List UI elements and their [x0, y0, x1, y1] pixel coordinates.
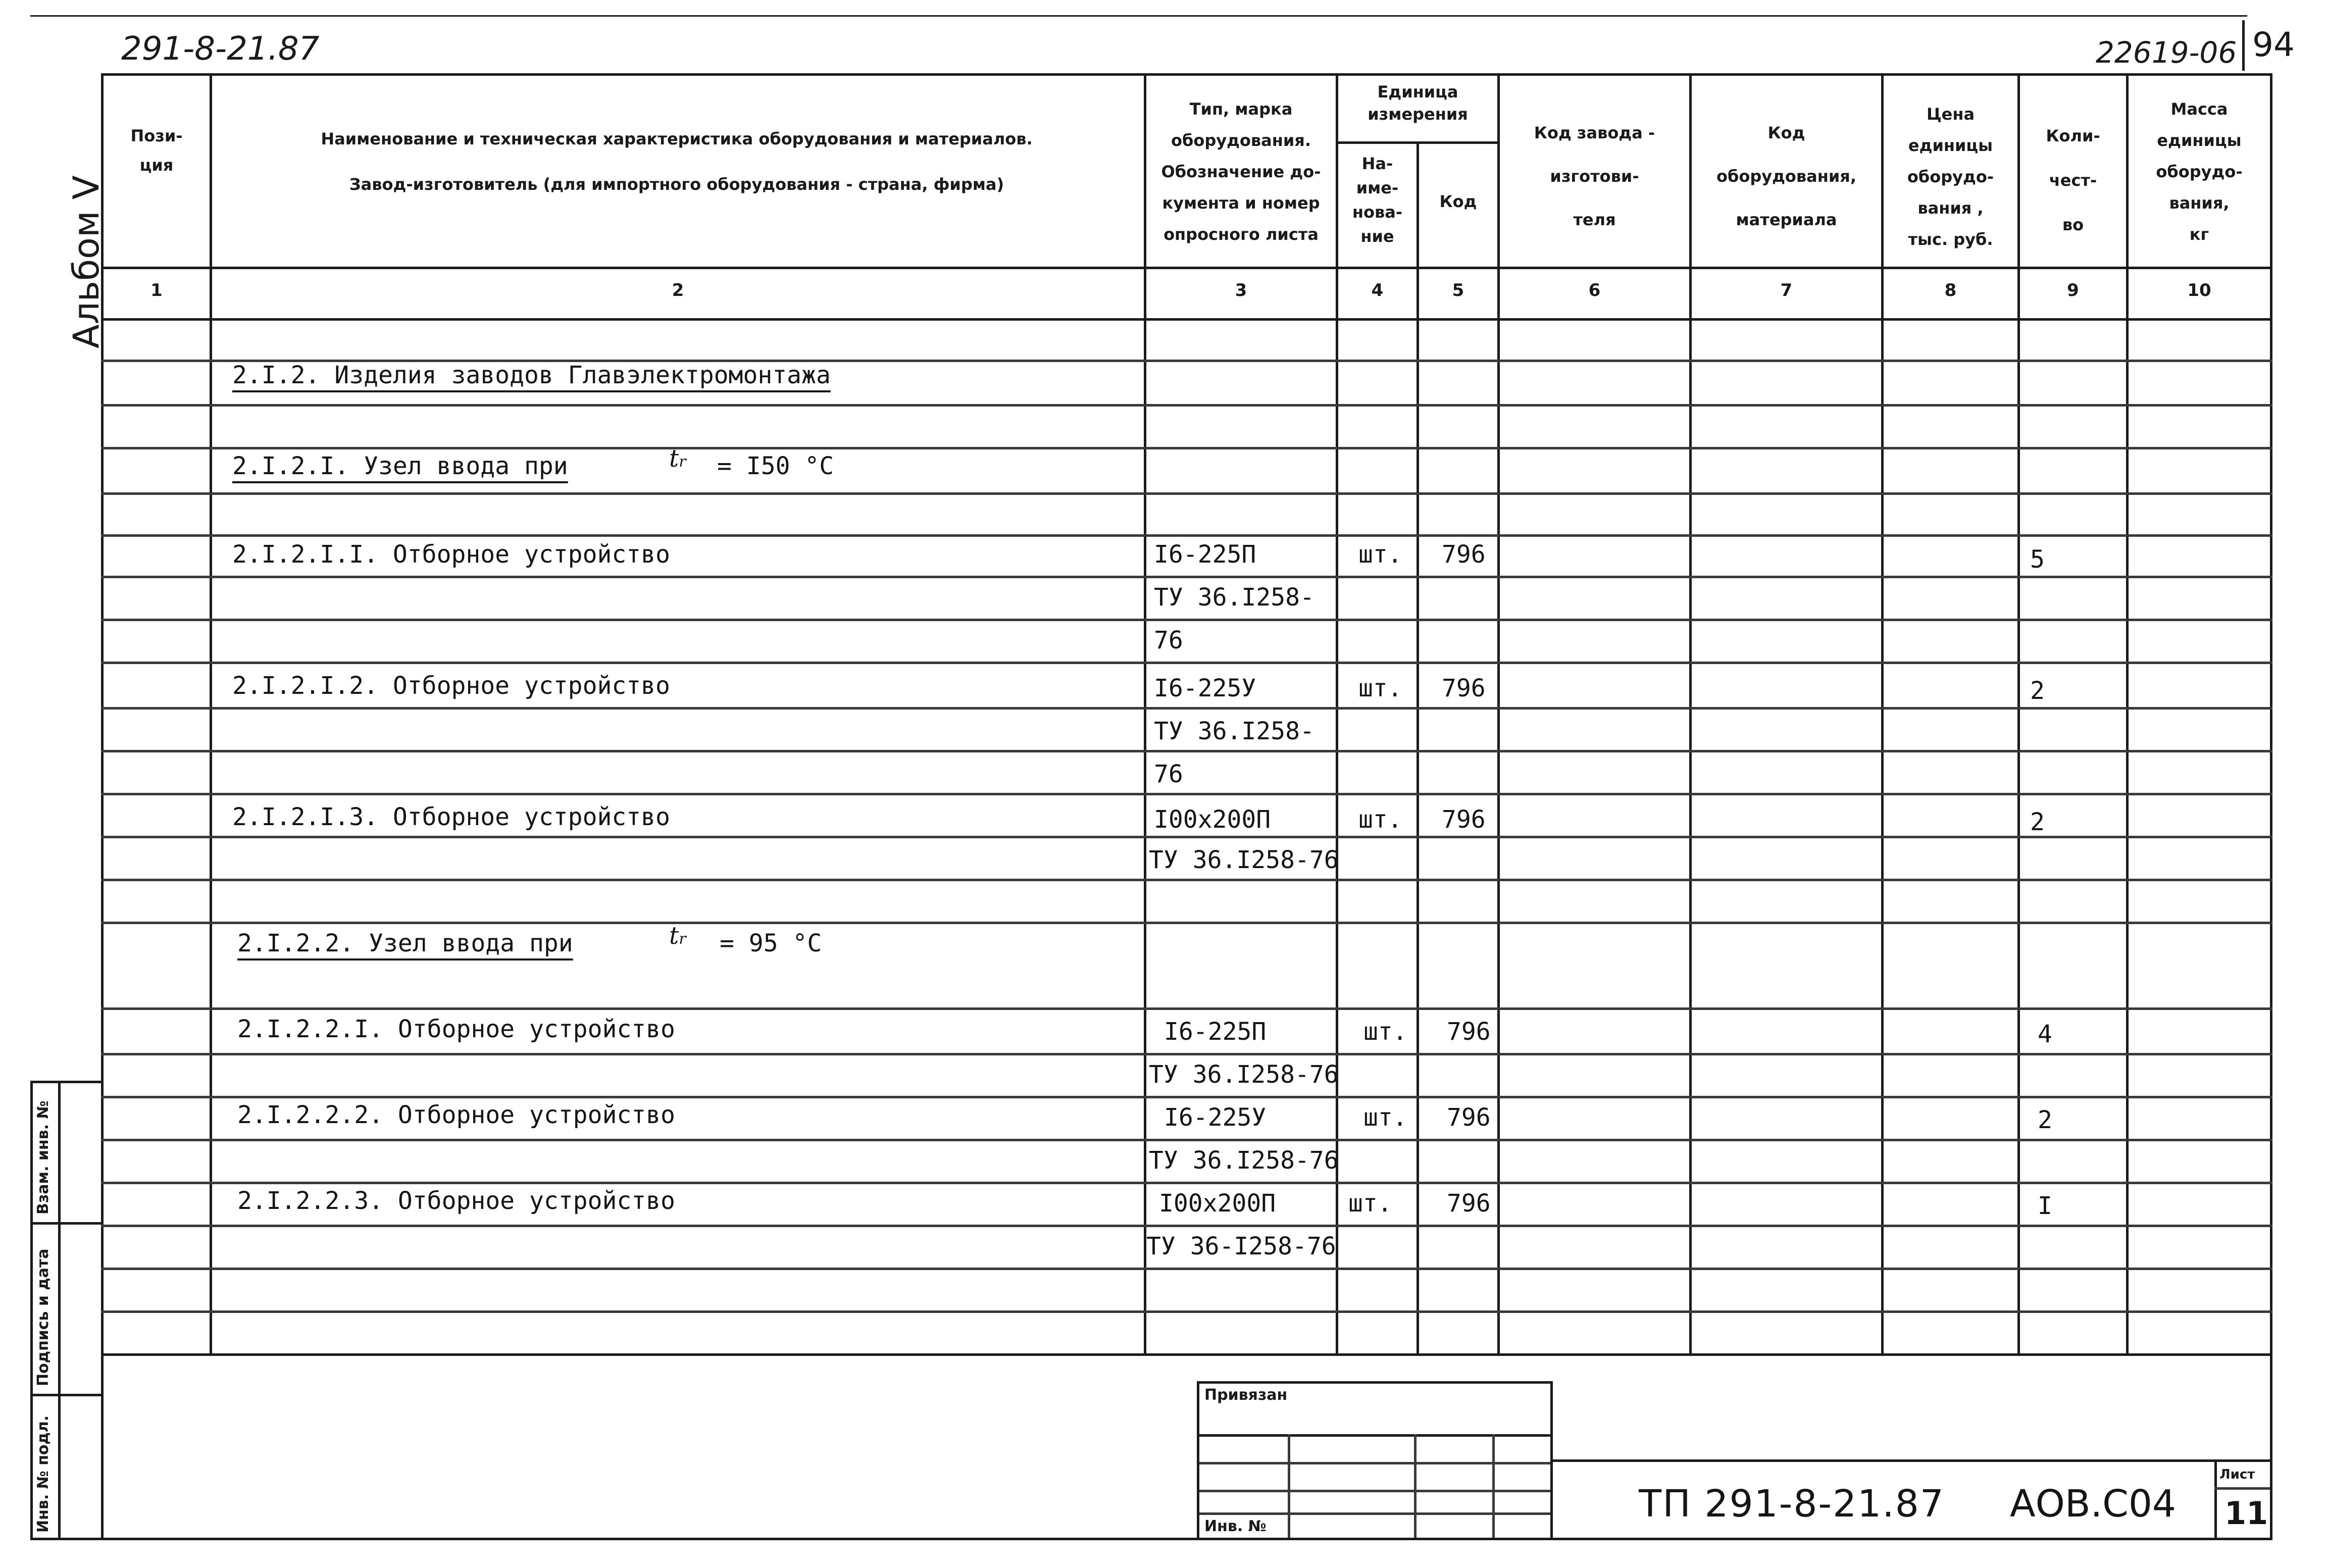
- item-name: 2.I.2.I.I. Отборное устройство: [232, 540, 670, 569]
- item-type-doc: ТУ 36-I258-76: [1146, 1232, 1336, 1260]
- item-code: 796: [1442, 805, 1486, 834]
- header-unit-name: На- име- нова- ние: [1352, 154, 1403, 246]
- inventory-original-label: Инв. № подл.: [34, 1415, 52, 1533]
- item-type-doc: ТУ 36.I258-: [1154, 717, 1314, 745]
- item-type-doc: 76: [1154, 760, 1183, 788]
- drawing-sheet: 291-8-21.87 22619-06 94 Альбом V Пози- ция Наименование и техническая характеристика оборудования и материалов. Завод-изготовитель (для импортного оборудования - страна, фирма) Тип, марка оборудования. Обозначение до- кумента и номер опросного листа Единица измерения На- име- нова- ние Код Код завода - изготови- теля Код оборудования, материала Цена единицы оборудо- вания , тыс. руб. Коли- чест- во Масса единицы оборудо- вания, кг 1 2 3 4 5 6 7 8 9 10 2.I.2. Изделия заводов Главэлектромонтажа 2.I.2.I. Узел ввода при tr = I50 °C 2.I.2.I.I. Отборное устройство I6-225П шт. 796 5 ТУ 36.I258- 76 2.I.2.I.2. Отборное устройство I6-225У шт. 796 2 ТУ 36.I258- 76 2.I.2.I.3. Отборное устройство I00x200П шт. 796 2 ТУ 36.I258-76 2.I.2.2. Узел ввода при tr = 95 °C 2.I.2.2.I. Отборное устройство I6-225П шт. 796 4 ТУ 36.I258-76 2.I.2.2.2. Отборное устройство I6-225У шт. 796 2 ТУ 36.I258-76 2.I.2.2.3. Отборное устройство I00x200П шт. 796 I ТУ 36-I258-76 Привязан Инв. № ТП 291-8-21.87 АОВ.С04 Лист 11 Инв. № подл. Подпись и дата Взам. инв. №: [0, 0, 2326, 1568]
- column-number: 9: [2067, 280, 2079, 300]
- item-unit: шт.: [1348, 1189, 1392, 1218]
- item-name: 2.I.2.2.2. Отборное устройство: [237, 1101, 675, 1129]
- header-position: Пози- ция: [130, 126, 183, 175]
- item-code: 796: [1442, 540, 1486, 569]
- header-equipment-code: Код оборудования, материала: [1716, 123, 1856, 229]
- item-type-doc: ТУ 36.I258-76: [1149, 1060, 1339, 1089]
- temperature-symbol: tr: [669, 444, 686, 473]
- doc-number-handwritten: 291-8-21.87: [121, 30, 320, 68]
- item-name: 2.I.2.I.3. Отборное устройство: [232, 803, 670, 831]
- item-code: 796: [1447, 1189, 1491, 1218]
- item-qty: 2: [2038, 1106, 2052, 1134]
- header-unit-mass: Масса единицы оборудо- вания, кг: [2156, 99, 2243, 244]
- header-name-description: Наименование и техническая характеристика оборудования и материалов. Завод-изготовитель (для импортного оборудования - страна, фирма): [321, 129, 1033, 194]
- header-type-mark: Тип, марка оборудования. Обозначение до- кумента и номер опросного листа: [1161, 99, 1321, 244]
- item-unit: шт.: [1363, 1018, 1407, 1046]
- inventory-number-label: Инв. №: [1204, 1518, 1267, 1535]
- item-name: 2.I.2.I.2. Отборное устройство: [232, 672, 670, 700]
- column-number: 4: [1371, 280, 1384, 300]
- item-unit: шт.: [1363, 1103, 1407, 1132]
- column-number: 3: [1235, 280, 1247, 300]
- item-qty: 2: [2030, 677, 2045, 705]
- sheet-label: Лист: [2219, 1467, 2255, 1482]
- album-code: АОВ.С04: [2010, 1482, 2176, 1526]
- sheet-number: 11: [2224, 1495, 2268, 1532]
- temperature-value: = I50 °C: [717, 452, 834, 480]
- temperature-symbol: tr: [669, 922, 686, 950]
- item-unit: шт.: [1358, 805, 1402, 834]
- header-quantity: Коли- чест- во: [2046, 126, 2100, 234]
- header-unit-code: Код: [1439, 192, 1477, 211]
- page-number-handwritten: 94: [2252, 25, 2295, 64]
- item-type: I00x200П: [1159, 1189, 1276, 1218]
- header-manufacturer-code: Код завода - изготови- теля: [1534, 123, 1655, 229]
- item-unit: шт.: [1358, 540, 1402, 569]
- column-number: 10: [2187, 280, 2211, 300]
- document-designation: ТП 291-8-21.87: [1639, 1482, 1945, 1526]
- item-name: 2.I.2.2.3. Отборное устройство: [237, 1187, 675, 1215]
- temperature-value: = 95 °C: [720, 929, 822, 957]
- item-type-doc: 76: [1154, 626, 1183, 654]
- binding-label: Привязан: [1204, 1386, 1288, 1404]
- item-code: 796: [1442, 674, 1486, 702]
- item-qty: 4: [2038, 1020, 2052, 1048]
- item-type: I6-225У: [1164, 1103, 1267, 1132]
- column-number: 2: [672, 280, 684, 300]
- column-number: 7: [1780, 280, 1793, 300]
- item-type: I6-225У: [1154, 674, 1256, 702]
- column-number: 8: [1944, 280, 1957, 300]
- item-type-doc: ТУ 36.I258-76: [1149, 1146, 1339, 1175]
- item-type-doc: ТУ 36.I258-76: [1149, 846, 1339, 874]
- column-number: 5: [1452, 280, 1464, 300]
- item-type: I6-225П: [1164, 1018, 1267, 1046]
- signature-date-label: Подпись и дата: [34, 1248, 52, 1386]
- item-type: I6-225П: [1154, 540, 1256, 569]
- item-type-doc: ТУ 36.I258-: [1154, 583, 1314, 612]
- replacement-inventory-label: Взам. инв. №: [34, 1100, 52, 1215]
- column-number: 6: [1588, 280, 1601, 300]
- top-rule: [30, 15, 2247, 17]
- header-unit-price: Цена единицы оборудо- вания , тыс. руб.: [1907, 105, 1994, 249]
- item-type: I00x200П: [1154, 805, 1271, 834]
- item-qty: I: [2038, 1192, 2052, 1220]
- section-title: 2.I.2. Изделия заводов Главэлектромонтажа: [232, 361, 831, 389]
- album-label-handwritten: Альбом V: [66, 175, 107, 348]
- item-qty: 5: [2030, 545, 2045, 574]
- item-unit: шт.: [1358, 674, 1402, 702]
- item-name: 2.I.2.2.I. Отборное устройство: [237, 1015, 675, 1043]
- archive-number-handwritten: 22619-06: [2096, 35, 2237, 70]
- item-qty: 2: [2030, 808, 2045, 836]
- item-code: 796: [1447, 1103, 1491, 1132]
- item-code: 796: [1447, 1018, 1491, 1046]
- column-number: 1: [150, 280, 163, 300]
- header-unit-group: Единица измерения: [1368, 82, 1468, 124]
- page-number-divider: [2242, 20, 2245, 71]
